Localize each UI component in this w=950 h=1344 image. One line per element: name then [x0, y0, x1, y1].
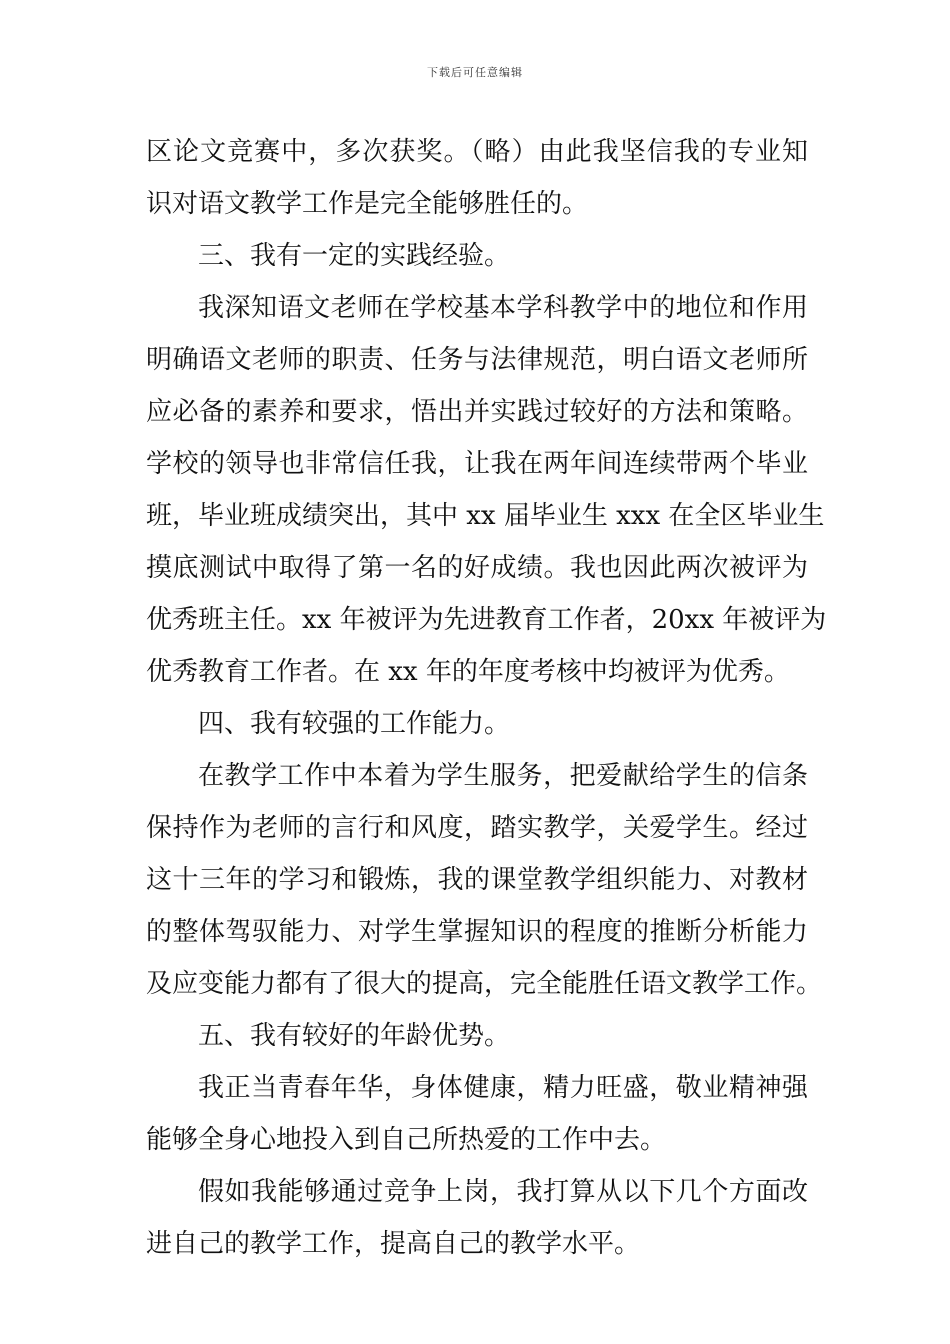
text-line: 能够全身心地投入到自己所热爱的工作中去。	[146, 1125, 667, 1155]
text-line: 摸底测试中取得了第一名的好成绩。我也因此两次被评为	[146, 553, 808, 583]
page-header-note: 下载后可任意编辑	[427, 66, 523, 79]
text-line: 优秀教育工作者。在 xx 年的年度考核中均被评为优秀。	[146, 657, 790, 687]
text-line: 在教学工作中本着为学生服务，把爱献给学生的信条	[198, 761, 808, 791]
text-line: 进自己的教学工作，提高自己的教学水平。	[146, 1229, 641, 1259]
text-line: 保持作为老师的言行和风度，踏实教学，关爱学生。经过	[146, 813, 808, 843]
document-body	[146, 126, 827, 1270]
text-line: 班，毕业班成绩突出，其中 xx 届毕业生 xxx 在全区毕业生	[146, 501, 825, 531]
text-line: 学校的领导也非常信任我，让我在两年间连续带两个毕业	[146, 449, 808, 479]
text-line: 假如我能够通过竞争上岗，我打算从以下几个方面改	[198, 1177, 808, 1207]
text-line: 识对语文教学工作是完全能够胜任的。	[146, 189, 589, 219]
text-line: 明确语文老师的职责、任务与法律规范，明白语文老师所	[146, 345, 808, 375]
section-heading: 四、我有较强的工作能力。	[198, 709, 511, 739]
text-line: 我正当青春年华，身体健康，精力旺盛，敬业精神强	[198, 1073, 808, 1103]
text-line: 这十三年的学习和锻炼，我的课堂教学组织能力、对教材	[146, 865, 808, 895]
text-line: 的整体驾驭能力、对学生掌握知识的程度的推断分析能力	[146, 917, 808, 947]
text-line: 应必备的素养和要求，悟出并实践过较好的方法和策略。	[146, 397, 808, 427]
section-heading: 五、我有较好的年龄优势。	[198, 1021, 511, 1051]
text-line: 及应变能力都有了很大的提高，完全能胜任语文教学工作。	[146, 969, 823, 999]
text-line: 区论文竞赛中，多次获奖。（略）由此我坚信我的专业知	[146, 137, 808, 167]
text-line: 我深知语文老师在学校基本学科教学中的地位和作用	[198, 293, 808, 323]
section-heading: 三、我有一定的实践经验。	[198, 241, 511, 271]
text-line: 优秀班主任。xx 年被评为先进教育工作者，20xx 年被评为	[146, 605, 827, 635]
